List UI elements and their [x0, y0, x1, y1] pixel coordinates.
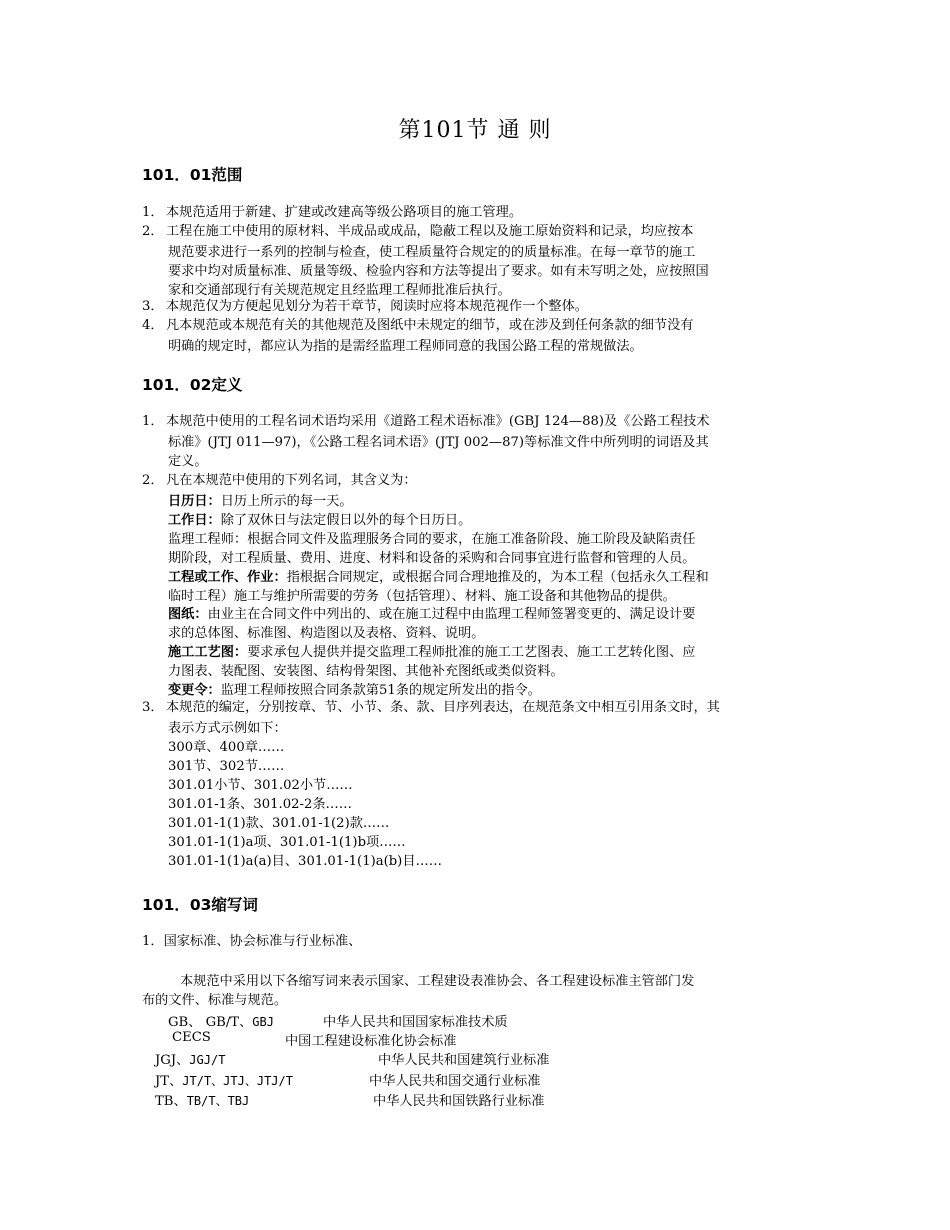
abbr-code: CECS: [172, 1030, 211, 1045]
abbr-code: JGJ、JGJ/T: [155, 1053, 226, 1068]
numbering-example: 301.01-1(1)a项、301.01-1(1)b项……: [168, 835, 406, 850]
list-item: 1．国家标准、协会标准与行业标准、: [142, 934, 362, 949]
list-item-continuation: 定义。: [168, 454, 208, 469]
list-item: 1． 本规范适用于新建、扩建或改建高等级公路项目的施工管理。: [142, 205, 523, 220]
heading-101-01: 101．01范围: [142, 166, 243, 184]
abbr-description: 中华人民共和国交通行业标准: [369, 1074, 541, 1089]
numbering-example: 301.01小节、301.02小节……: [168, 778, 353, 793]
definition-works-cont: 临时工程）施工与维护所需要的劳务（包括管理）、材料、施工设备和其他物品的提供。: [168, 589, 676, 604]
numbering-example: 300章、400章……: [168, 740, 285, 755]
definition-drawings: 图纸：由业主在合同文件中列出的、或在施工过程中由监理工程师签署变更的、满足设计要: [168, 607, 696, 622]
section-title: 第101节 通 则: [398, 118, 552, 143]
list-item-continuation: 规范要求进行一系列的控制与检查，使工程质量符合规定的的质量标准。在每一章节的施工: [168, 245, 696, 260]
numbering-example: 301节、302节……: [168, 759, 285, 774]
abbr-code: TB、TB/T、TBJ: [155, 1094, 250, 1109]
abbr-description: 中华人民共和国建筑行业标准: [378, 1053, 550, 1068]
numbering-example: 301.01-1(1)a(a)目、301.01-1(1)a(b)目……: [168, 854, 442, 869]
list-item: 2． 凡在本规范中使用的下列名词，其含义为：: [142, 473, 417, 488]
definition-working-day: 工作日：除了双休日与法定假日以外的每个日历日。: [168, 513, 472, 528]
abbr-code: JT、JT/T、JTJ、JTJ/T: [155, 1074, 293, 1089]
definition-calendar-day: 日历日：日历上所示的每一天。: [168, 494, 353, 509]
list-item-continuation: 表示方式示例如下：: [168, 721, 287, 736]
abbr-description: 中国工程建设标准化协会标准: [285, 1034, 457, 1049]
list-item-continuation: 标准》(JTJ 011—97)，《公路工程名词术语》(JTJ 002—87)等标准文件中所列明的词语及其: [168, 435, 709, 450]
list-item: 3． 本规范的编定，分别按章、节、小节、条、款、目序列表达，在规范条文中相互引用条文时，其: [142, 700, 720, 715]
list-item-continuation: 要求中均对质量标准、质量等级、检验内容和方法等提出了要求。如有未写明之处，应按照国: [168, 264, 709, 279]
numbering-example: 301.01-1条、301.02-2条……: [168, 797, 352, 812]
list-item-continuation: 家和交通部现行有关规范规定且经监理工程师批准后执行。: [168, 283, 511, 298]
heading-101-03: 101．03缩写词: [142, 896, 258, 914]
paragraph-line: 布的文件、标准与规范。: [142, 993, 288, 1008]
paragraph-line: 本规范中采用以下各缩写词来表示国家、工程建设表准协会、各工程建设标准主管部门发: [180, 974, 695, 989]
abbr-code: GB、 GB/T、GBJ: [168, 1015, 274, 1030]
abbr-description: 中华人民共和国国家标准技术质: [323, 1015, 508, 1030]
definition-variation-order: 变更令：监理工程师按照合同条款第51条的规定所发出的指令。: [168, 683, 541, 698]
heading-101-02: 101．02定义: [142, 376, 243, 394]
numbering-example: 301.01-1(1)款、301.01-1(2)款……: [168, 816, 390, 831]
list-item: 4． 凡本规范或本规范有关的其他规范及图纸中未规定的细节，或在涉及到任何条款的细节没有: [142, 318, 694, 333]
list-item: 1． 本规范中使用的工程名词术语均采用《道路工程术语标准》(GBJ 124—88)及《公路工程技术: [142, 414, 710, 429]
list-item: 2． 工程在施工中使用的原材料、半成品或成品，隐蔽工程以及施工原始资料和记录，均应按本: [142, 224, 694, 239]
definition-works: 工程或工作、作业：指根据合同规定，或根据合同合理地推及的，为本工程（包括永久工程和: [168, 570, 709, 585]
definition-drawings-cont: 求的总体图、标准图、构造图以及表格、资料、说明。: [168, 626, 485, 641]
definition-shop-drawings-cont: 力图表、装配图、安装图、结构骨架图、其他补充图纸或类似资料。: [168, 664, 564, 679]
abbr-description: 中华人民共和国铁路行业标准: [373, 1094, 545, 1109]
list-item-continuation: 明确的规定时，都应认为指的是需经监理工程师同意的我国公路工程的常规做法。: [168, 339, 643, 354]
definition-shop-drawings: 施工工艺图：要求承包人提供并提交监理工程师批准的施工工艺图表、施工工艺转化图、应: [168, 645, 696, 660]
definition-engineer-cont: 期阶段，对工程质量、费用、进度、材料和设备的采购和合同事宜进行监督和管理的人员。: [168, 551, 696, 566]
list-item: 3． 本规范仅为方便起见划分为若干章节，阅读时应将本规范视作一个整体。: [142, 299, 588, 314]
definition-engineer: 监理工程师：根据合同文件及监理服务合同的要求，在施工准备阶段、施工阶段及缺陷责任: [168, 532, 696, 547]
